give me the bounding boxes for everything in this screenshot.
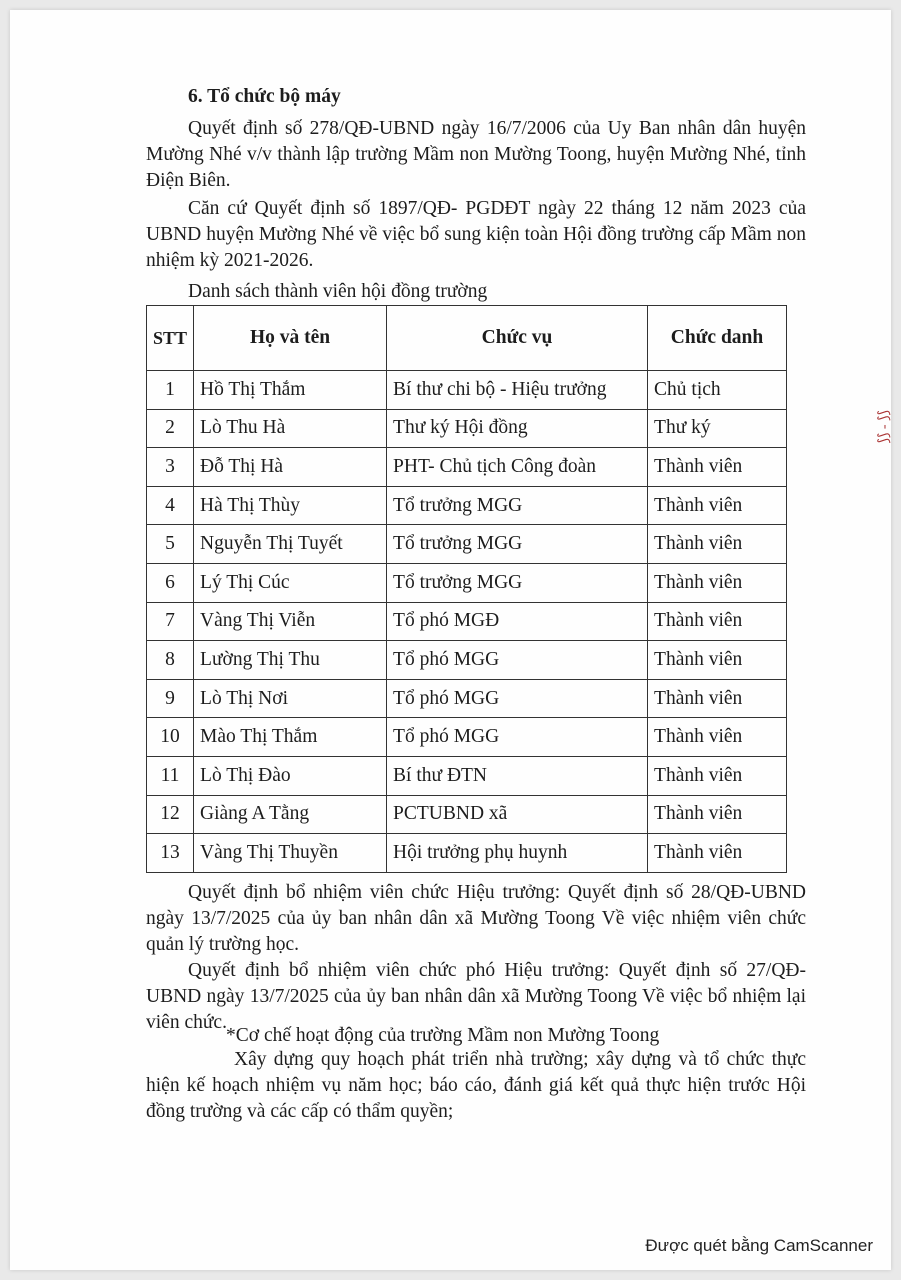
- member-position: Tổ phó MGG: [387, 679, 648, 718]
- member-position: Tổ phó MGG: [387, 641, 648, 680]
- member-title: Thư ký: [648, 409, 787, 448]
- member-title: Thành viên: [648, 525, 787, 564]
- member-title: Thành viên: [648, 448, 787, 487]
- table-caption: Danh sách thành viên hội đồng trường: [188, 281, 488, 302]
- member-name: Giàng A Tằng: [194, 795, 387, 834]
- member-position: Tổ phó MGĐ: [387, 602, 648, 641]
- row-number: 13: [147, 834, 194, 873]
- paragraph: Quyết định bổ nhiệm viên chức phó Hiệu trưởng: Quyết định số 27/QĐ-UBND ngày 13/7/2025 của ủy ban nhân dân xã Mường Toong Về việc bổ nhiệm lại viên chức.: [146, 960, 806, 1033]
- member-position: PHT- Chủ tịch Công đoàn: [387, 448, 648, 487]
- member-name: Mào Thị Thắm: [194, 718, 387, 757]
- member-name: Lý Thị Cúc: [194, 563, 387, 602]
- member-title: Chủ tịch: [648, 371, 787, 410]
- table-row: [147, 448, 787, 487]
- member-name: Nguyễn Thị Tuyết: [194, 525, 387, 564]
- paragraph: Xây dựng quy hoạch phát triển nhà trường; xây dựng và tổ chức thực hiện kế hoạch nhiệm vụ năm học; báo cáo, đánh giá kết quả thực hiện trước Hội đồng trường và các cấp có thẩm quyền;: [146, 1049, 806, 1122]
- row-number: 5: [147, 525, 194, 564]
- member-name: Lò Thị Nơi: [194, 679, 387, 718]
- table-header-row: [147, 306, 787, 371]
- subheading: *Cơ chế hoạt động của trường Mầm non Mường Toong: [226, 1025, 660, 1046]
- row-number: 4: [147, 486, 194, 525]
- row-number: 7: [147, 602, 194, 641]
- member-name: Vàng Thị Thuyền: [194, 834, 387, 873]
- row-number: 10: [147, 718, 194, 757]
- row-number: 3: [147, 448, 194, 487]
- row-number: 11: [147, 756, 194, 795]
- member-position: Hội trưởng phụ huynh: [387, 834, 648, 873]
- table-row: [147, 679, 787, 718]
- header-name: Họ và tên: [194, 306, 387, 371]
- member-title: Thành viên: [648, 756, 787, 795]
- row-number: 1: [147, 371, 194, 410]
- table-row: [147, 486, 787, 525]
- side-stamp-mark: ⟆⟆ - ⟆⟆: [877, 410, 892, 444]
- table-row: [147, 756, 787, 795]
- member-position: Tổ trưởng MGG: [387, 563, 648, 602]
- paragraph: Quyết định số 278/QĐ-UBND ngày 16/7/2006 của Uy Ban nhân dân huyện Mường Nhé v/v thành lập trường Mầm non Mường Toong, huyện Mường Nhé, tỉnh Điện Biên.: [146, 118, 806, 191]
- row-number: 12: [147, 795, 194, 834]
- member-title: Thành viên: [648, 563, 787, 602]
- table-row: [147, 525, 787, 564]
- member-title: Thành viên: [648, 795, 787, 834]
- table-row: [147, 563, 787, 602]
- table-row: [147, 718, 787, 757]
- member-position: PCTUBND xã: [387, 795, 648, 834]
- camscanner-footer: Được quét bằng CamScanner: [645, 1236, 873, 1255]
- member-position: Tổ phó MGG: [387, 718, 648, 757]
- member-position: Bí thư ĐTN: [387, 756, 648, 795]
- row-number: 8: [147, 641, 194, 680]
- member-position: Tổ trưởng MGG: [387, 525, 648, 564]
- header-position: Chức vụ: [387, 306, 648, 371]
- member-title: Thành viên: [648, 679, 787, 718]
- table-row: [147, 409, 787, 448]
- member-position: Bí thư chi bộ - Hiệu trưởng: [387, 371, 648, 410]
- member-title: Thành viên: [648, 602, 787, 641]
- member-title: Thành viên: [648, 486, 787, 525]
- row-number: 9: [147, 679, 194, 718]
- row-number: 2: [147, 409, 194, 448]
- council-members-table: [146, 305, 787, 873]
- member-title: Thành viên: [648, 641, 787, 680]
- section-heading: 6. Tổ chức bộ máy: [188, 86, 341, 107]
- member-name: Đỗ Thị Hà: [194, 448, 387, 487]
- member-name: Hà Thị Thùy: [194, 486, 387, 525]
- header-title: Chức danh: [648, 306, 787, 371]
- row-number: 6: [147, 563, 194, 602]
- member-position: Thư ký Hội đồng: [387, 409, 648, 448]
- table-row: [147, 834, 787, 873]
- member-name: Lò Thị Đào: [194, 756, 387, 795]
- member-name: Lò Thu Hà: [194, 409, 387, 448]
- member-name: Vàng Thị Viễn: [194, 602, 387, 641]
- member-title: Thành viên: [648, 718, 787, 757]
- member-title: Thành viên: [648, 834, 787, 873]
- paragraph: Quyết định bổ nhiệm viên chức Hiệu trưởng: Quyết định số 28/QĐ-UBND ngày 13/7/2025 của ủy ban nhân dân xã Mường Toong Về việc nhiệm viên chức quản lý trường học.: [146, 882, 806, 955]
- table-row: [147, 795, 787, 834]
- member-name: Hồ Thị Thắm: [194, 371, 387, 410]
- table-row: [147, 641, 787, 680]
- table-row: [147, 602, 787, 641]
- member-name: Lường Thị Thu: [194, 641, 387, 680]
- paragraph: Căn cứ Quyết định số 1897/QĐ- PGDĐT ngày 22 tháng 12 năm 2023 của UBND huyện Mường Nhé về việc bổ sung kiện toàn Hội đồng trường cấp Mầm non nhiệm kỳ 2021-2026.: [146, 198, 806, 271]
- member-position: Tổ trưởng MGG: [387, 486, 648, 525]
- table-row: [147, 371, 787, 410]
- header-stt: STT: [147, 306, 194, 371]
